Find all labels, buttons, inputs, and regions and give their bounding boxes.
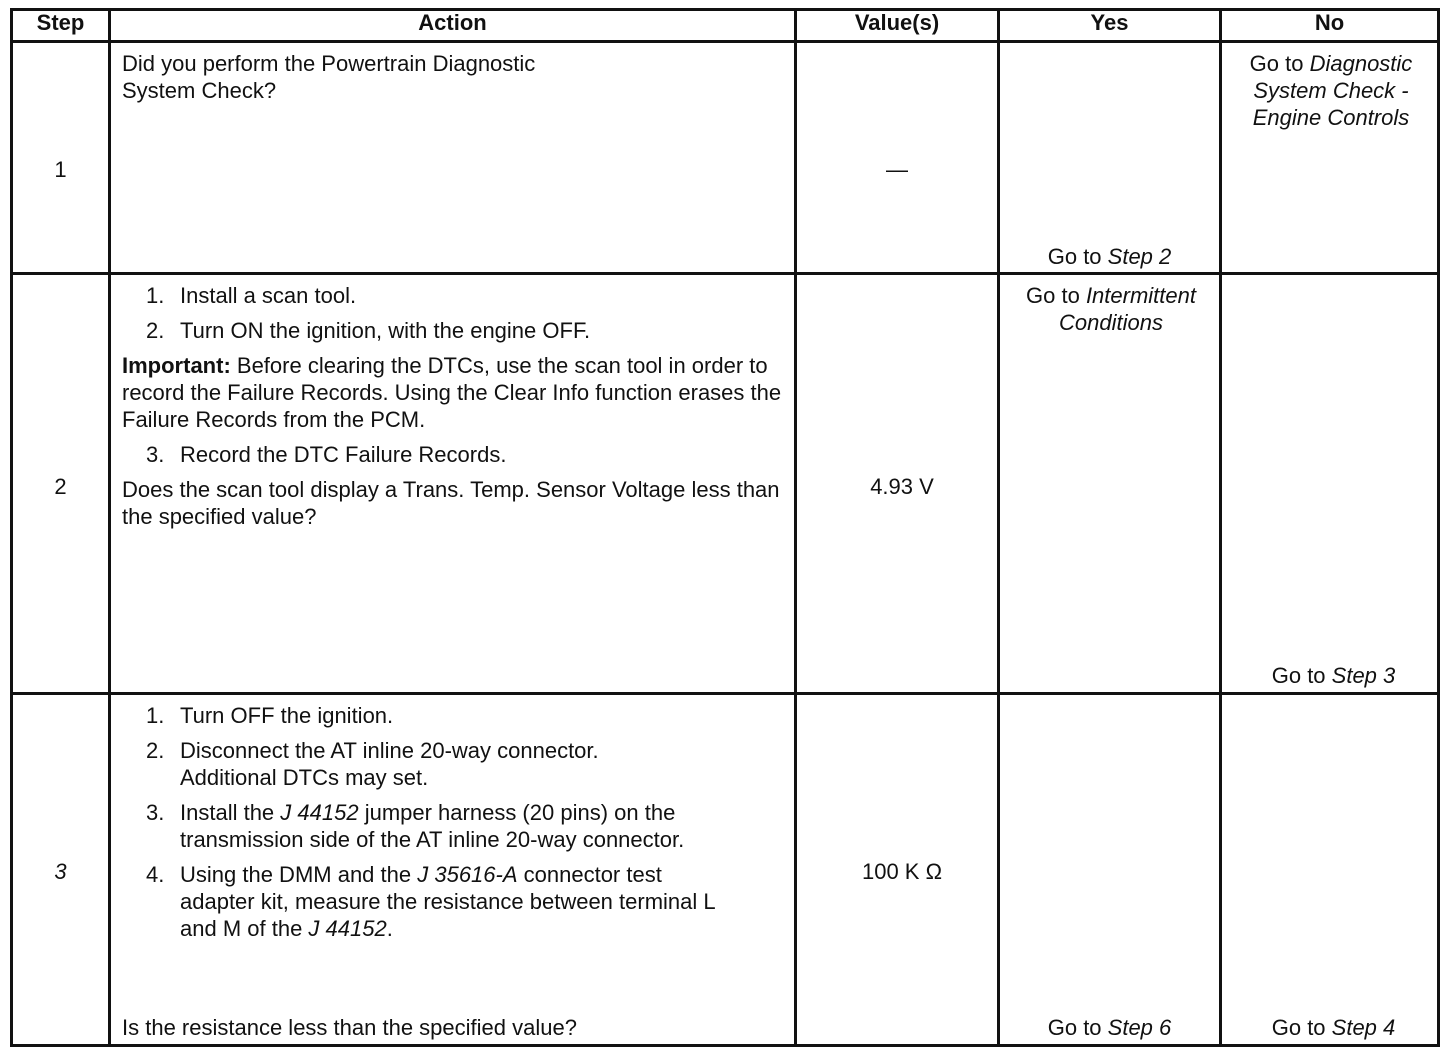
spec-value: 100 K Ω bbox=[861, 859, 943, 884]
header-yes: Yes bbox=[1090, 10, 1129, 35]
no-target: Step 3 bbox=[1331, 663, 1396, 688]
no-prefix: Go to bbox=[1249, 51, 1310, 76]
header-action: Action bbox=[418, 10, 487, 35]
header-step: Step bbox=[36, 10, 85, 35]
question: Is the resistance less than the specified value? bbox=[122, 1015, 577, 1040]
no-prefix: Go to bbox=[1271, 663, 1332, 688]
column-divider bbox=[1219, 8, 1222, 1047]
list-item: 3. Install the J 44152 jumper harness (20 pins) on the transmission side of the AT inline 20-way connector. bbox=[146, 800, 685, 852]
step-number: 2 bbox=[54, 474, 67, 499]
no-target: Step 4 bbox=[1331, 1015, 1396, 1040]
action-text bbox=[122, 282, 790, 530]
no-action bbox=[1222, 662, 1445, 689]
no-action bbox=[1222, 1014, 1445, 1041]
list-item: 2. Turn ON the ignition, with the engine OFF. bbox=[146, 318, 591, 343]
no-action bbox=[1226, 50, 1436, 131]
question: Does the scan tool display a Trans. Temp. Sensor Voltage less than the specified value? bbox=[122, 477, 780, 529]
step-number: 3 bbox=[54, 859, 67, 884]
row-divider bbox=[10, 692, 1440, 695]
yes-action bbox=[1000, 1014, 1219, 1041]
row-divider bbox=[10, 272, 1440, 275]
header-divider bbox=[10, 40, 1440, 43]
column-divider bbox=[997, 8, 1000, 1047]
list-item: 4. Using the DMM and the J 35616-A connector test adapter kit, measure the resistance between terminal L and M of the J 44152. bbox=[146, 862, 715, 941]
no-target: Diagnostic System Check - Engine Controls bbox=[1252, 51, 1413, 130]
column-divider bbox=[108, 8, 111, 1047]
header-values: Value(s) bbox=[854, 10, 940, 35]
no-prefix: Go to bbox=[1271, 1015, 1332, 1040]
list-item: 1. Install a scan tool. bbox=[146, 283, 357, 308]
action-text: Did you perform the Powertrain Diagnostic System Check? bbox=[122, 51, 536, 103]
table-border-bottom bbox=[10, 1044, 1440, 1047]
yes-action bbox=[1000, 243, 1219, 270]
yes-target: Intermittent Conditions bbox=[1059, 283, 1196, 335]
important-note: Important: Before clearing the DTCs, use the scan tool in order to record the Failure Records. Using the Clear Info function erases the Failure Records from the PCM. bbox=[122, 353, 782, 432]
spec-value: — bbox=[886, 157, 908, 182]
list-item: 1. Turn OFF the ignition. bbox=[146, 703, 394, 728]
yes-action bbox=[1006, 282, 1216, 336]
yes-prefix: Go to bbox=[1047, 244, 1108, 269]
yes-prefix: Go to bbox=[1047, 1015, 1108, 1040]
list-item: 2. Disconnect the AT inline 20-way connector. Additional DTCs may set. bbox=[146, 738, 599, 790]
action-text bbox=[122, 702, 790, 942]
list-item: 3. Record the DTC Failure Records. bbox=[146, 442, 507, 467]
spec-value: 4.93 V bbox=[870, 474, 934, 499]
table-border-right bbox=[1437, 8, 1440, 1047]
yes-target: Step 6 bbox=[1107, 1015, 1172, 1040]
header-no: No bbox=[1314, 10, 1345, 35]
yes-prefix: Go to bbox=[1026, 283, 1086, 308]
yes-target: Step 2 bbox=[1107, 244, 1172, 269]
step-number: 1 bbox=[54, 157, 67, 182]
